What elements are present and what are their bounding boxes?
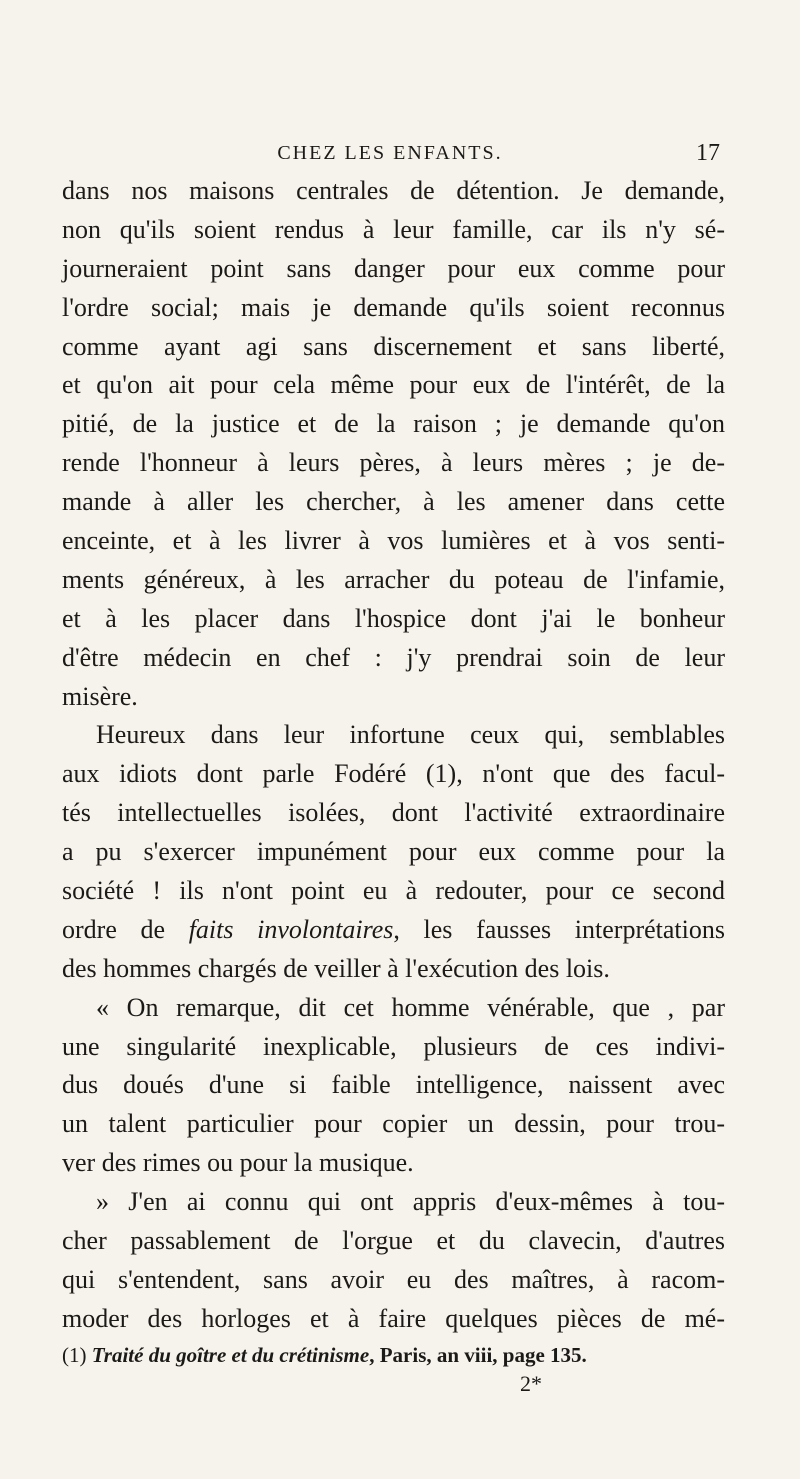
text-line: société ! ils n'ont point eu à redouter, pour ce second — [62, 876, 725, 906]
text-line: des hommes chargés de veiller à l'exécution des lois. — [62, 953, 610, 983]
text-line: et à les placer dans l'hospice dont j'ai le bonheur — [62, 603, 725, 633]
text-line: Heureux dans leur infortune ceux qui, semblables — [96, 720, 725, 750]
text-line: mande à aller les chercher, à les amener dans cette — [62, 487, 725, 517]
text-line: « On remarque, dit cet homme vénérable, que , par — [96, 992, 725, 1022]
text-segment: , les fausses interprétations — [393, 914, 725, 944]
footnote-marker: (1) — [62, 1343, 87, 1367]
text-line: et qu'on ait pour cela même pour eux de l'intérêt, de la — [62, 370, 725, 400]
text-line-mixed — [62, 911, 725, 950]
text-line: » J'en ai connu qui ont appris d'eux-mêmes à tou- — [96, 1187, 725, 1217]
page-number: 17 — [696, 140, 720, 166]
text-line: a pu s'exercer impunément pour eux comme pour la — [62, 837, 725, 867]
text-line: journeraient point sans danger pour eux comme pour — [62, 253, 725, 283]
text-line: cher passablement de l'orgue et du clavecin, d'autres — [62, 1226, 725, 1256]
text-line: une singularité inexplicable, plusieurs de ces indivi- — [62, 1031, 725, 1061]
text-line: dus doués d'une si faible intelligence, naissent avec — [62, 1070, 725, 1100]
text-segment: ordre de — [62, 914, 189, 944]
text-line: d'être médecin en chef : j'y prendrai soin de leur — [62, 642, 725, 672]
text-line: l'ordre social; mais je demande qu'ils soient reconnus — [62, 292, 725, 322]
text-line: non qu'ils soient rendus à leur famille, car ils n'y sé- — [62, 214, 725, 244]
text-line: pitié, de la justice et de la raison ; je demande qu'on — [62, 409, 725, 439]
text-line: ver des rimes ou pour la musique. — [62, 1148, 414, 1178]
text-line: comme ayant agi sans discernement et sans liberté, — [62, 331, 725, 361]
text-line: aux idiots dont parle Fodéré (1), n'ont que des facul- — [62, 759, 725, 789]
running-head — [60, 140, 720, 172]
text-line: qui s'entendent, sans avoir eu des maîtres, à racom- — [62, 1264, 725, 1294]
text-line: ments généreux, à les arracher du poteau de l'infamie, — [62, 564, 725, 594]
running-title: CHEZ LES ENFANTS. — [277, 142, 503, 164]
text-line: enceinte, et à les livrer à vos lumières et à vos senti- — [62, 526, 725, 556]
text-line: tés intellectuelles isolées, dont l'activité extraordinaire — [62, 798, 725, 828]
footnote — [62, 1340, 725, 1370]
footnote-title: Traité du goître et du crétinisme — [91, 1343, 370, 1367]
text-line: misère. — [62, 681, 138, 711]
text-line: un talent particulier pour copier un dessin, pour trou- — [62, 1109, 725, 1139]
text-line: moder des horloges et à faire quelques pièces de mé- — [62, 1303, 725, 1333]
body-text — [62, 172, 725, 1339]
text-line: dans nos maisons centrales de détention. Je demande, — [62, 176, 725, 205]
italic-phrase: faits involontaires — [188, 914, 394, 944]
signature-mark: 2* — [520, 1371, 542, 1396]
text-line: rende l'honneur à leurs pères, à leurs mères ; je de- — [62, 448, 725, 478]
footnote-citation: , Paris, an viii, page 135. — [369, 1343, 587, 1367]
